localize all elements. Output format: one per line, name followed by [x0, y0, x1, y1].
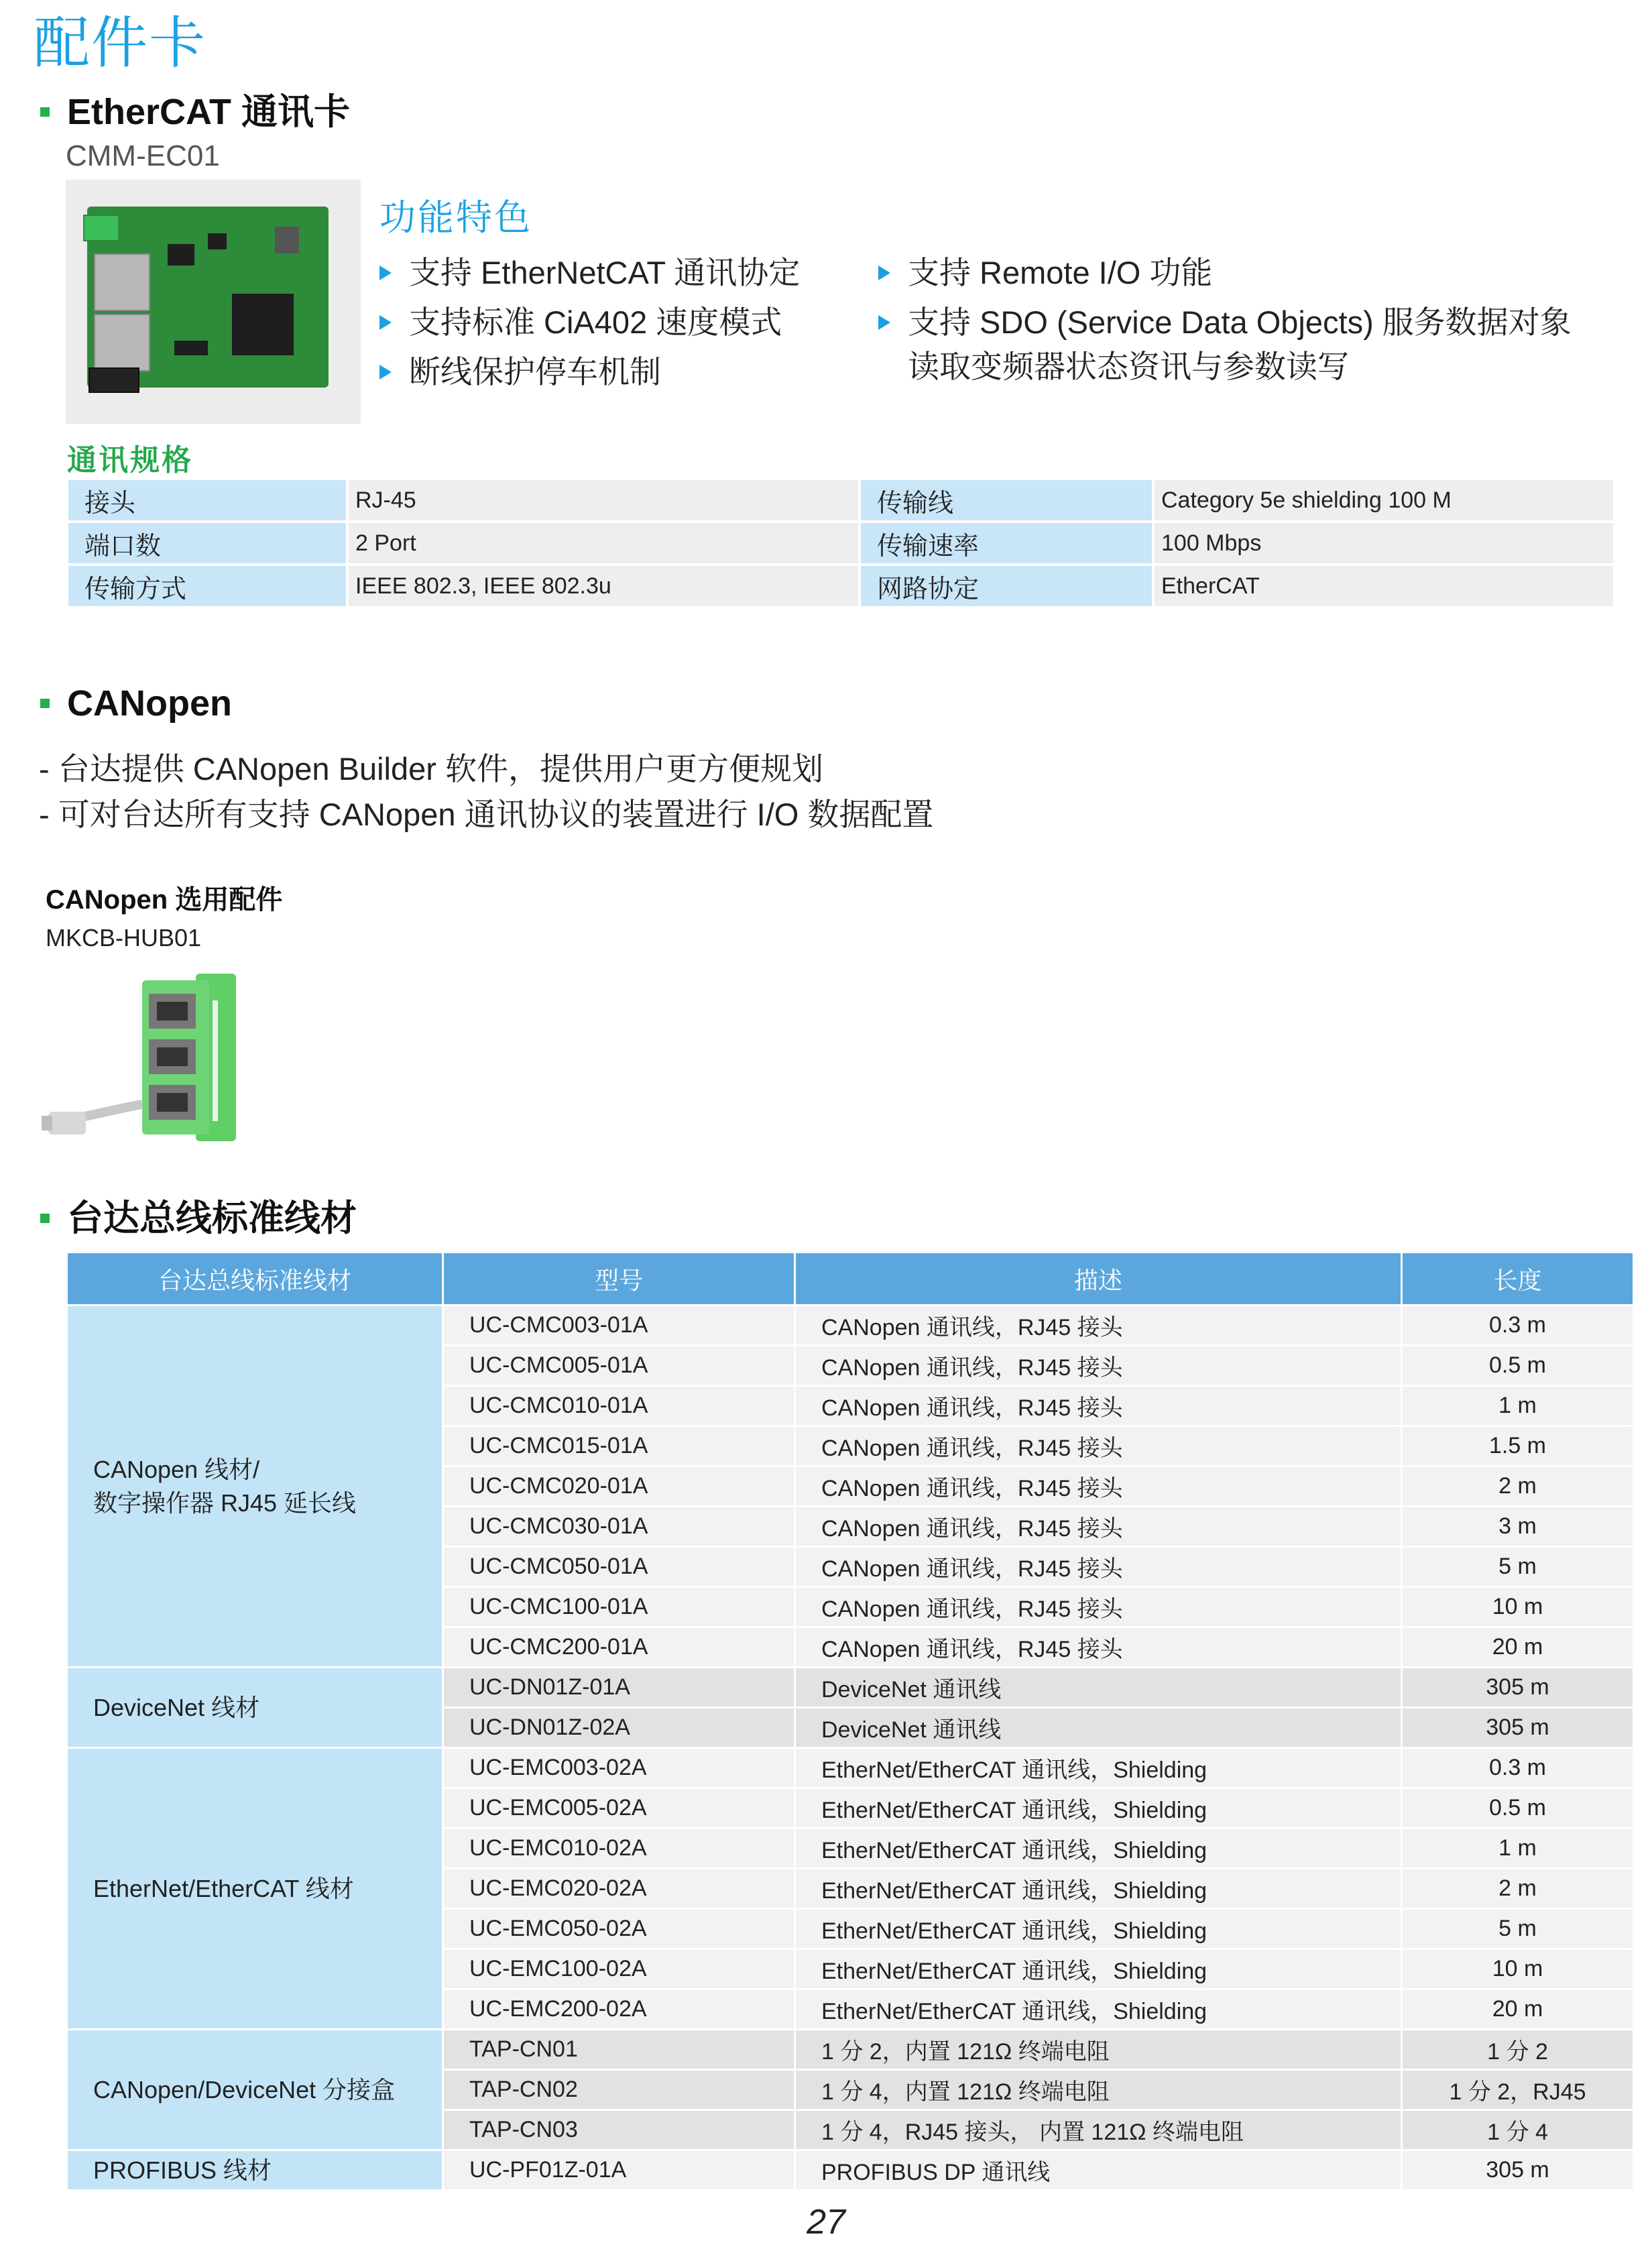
model-cell: UC-EMC050-02A: [443, 1909, 795, 1949]
description-cell: CANopen 通讯线，RJ45 接头: [795, 1386, 1402, 1426]
model-cell: UC-DN01Z-02A: [443, 1708, 795, 1748]
canopen-desc-line: - 台达提供 CANopen Builder 软件，提供用户更方便规划: [39, 751, 823, 787]
model-cell: UC-EMC003-02A: [443, 1748, 795, 1788]
length-cell: 5 m: [1402, 1547, 1634, 1587]
length-cell: 20 m: [1402, 1989, 1634, 2030]
length-cell: 20 m: [1402, 1627, 1634, 1668]
description-cell: EtherNet/EtherCAT 通讯线，Shielding: [795, 1989, 1402, 2030]
model-cell: UC-CMC005-01A: [443, 1346, 795, 1386]
length-cell: 1 分 4: [1402, 2110, 1634, 2150]
hub-photo: [42, 960, 270, 1155]
description-cell: 1 分 4，内置 121Ω 终端电阻: [795, 2070, 1402, 2110]
ethercat-heading: [40, 94, 350, 130]
cables-heading: [40, 1200, 357, 1236]
table-row: [67, 1748, 1634, 1788]
description-cell: 1 分 4，RJ45 接头， 内置 121Ω 终端电阻: [795, 2110, 1402, 2150]
cable-group-cell: CANopen 线材/ 数字操作器 RJ45 延长线: [67, 1306, 443, 1668]
description-cell: CANopen 通讯线，RJ45 接头: [795, 1466, 1402, 1507]
model-cell: UC-CMC050-01A: [443, 1547, 795, 1587]
model-cell: UC-EMC200-02A: [443, 1989, 795, 2030]
bullet-square-icon: [40, 107, 50, 117]
model-cell: UC-CMC010-01A: [443, 1386, 795, 1426]
bullet-square-icon: [40, 699, 50, 708]
spec-label: 传输速率: [860, 522, 1153, 565]
description-cell: CANopen 通讯线，RJ45 接头: [795, 1547, 1402, 1587]
description-cell: PROFIBUS DP 通讯线: [795, 2150, 1402, 2191]
length-cell: 1 分 2: [1402, 2030, 1634, 2070]
length-cell: 2 m: [1402, 1466, 1634, 1507]
ethercat-card-photo: [66, 180, 361, 424]
description-cell: CANopen 通讯线，RJ45 接头: [795, 1587, 1402, 1627]
spec-value: IEEE 802.3, IEEE 802.3u: [347, 565, 860, 607]
model-cell: UC-CMC030-01A: [443, 1507, 795, 1547]
feature-item: 支持 EtherNetCAT 通讯协定: [379, 248, 800, 298]
column-header: 长度: [1402, 1253, 1634, 1306]
table-row: [67, 2030, 1634, 2070]
description-cell: DeviceNet 通讯线: [795, 1668, 1402, 1708]
spec-label: 接头: [67, 479, 347, 522]
length-cell: 3 m: [1402, 1507, 1634, 1547]
table-header-row: [67, 1253, 1634, 1306]
model-cell: UC-EMC005-02A: [443, 1788, 795, 1829]
description-cell: CANopen 通讯线，RJ45 接头: [795, 1627, 1402, 1668]
model-cell: UC-CMC015-01A: [443, 1426, 795, 1466]
column-header: 描述: [795, 1253, 1402, 1306]
description-cell: EtherNet/EtherCAT 通讯线，Shielding: [795, 1949, 1402, 1989]
model-cell: UC-DN01Z-01A: [443, 1668, 795, 1708]
length-cell: 1.5 m: [1402, 1426, 1634, 1466]
model-cell: UC-PF01Z-01A: [443, 2150, 795, 2191]
length-cell: 2 m: [1402, 1869, 1634, 1909]
accessory-title: CANopen 选用配件: [46, 885, 283, 915]
spec-row: [67, 565, 1614, 607]
pcb-image: [87, 207, 329, 388]
spec-title: 通讯规格: [67, 444, 193, 477]
description-cell: 1 分 2，内置 121Ω 终端电阻: [795, 2030, 1402, 2070]
triangle-bullet-icon: [379, 266, 392, 280]
spec-label: 传输方式: [67, 565, 347, 607]
column-header: 台达总线标准线材: [67, 1253, 443, 1306]
features-right-list: [878, 248, 1572, 389]
spec-value: 100 Mbps: [1153, 522, 1614, 565]
length-cell: 1 m: [1402, 1829, 1634, 1869]
feature-item: 支持标准 CiA402 速度模式: [379, 298, 800, 347]
ethercat-model: CMM-EC01: [66, 139, 220, 172]
model-cell: UC-EMC010-02A: [443, 1829, 795, 1869]
model-cell: UC-CMC020-01A: [443, 1466, 795, 1507]
length-cell: 1 m: [1402, 1386, 1634, 1426]
feature-item-continued: 读取变频器状态资讯与参数读写: [908, 349, 1349, 384]
feature-item: 断线保护停车机制: [379, 347, 800, 397]
length-cell: 0.5 m: [1402, 1346, 1634, 1386]
model-cell: UC-CMC200-01A: [443, 1627, 795, 1668]
triangle-bullet-icon: [379, 315, 392, 330]
table-row: [67, 2150, 1634, 2191]
canopen-heading-text: CANopen: [67, 683, 232, 724]
model-cell: UC-CMC003-01A: [443, 1306, 795, 1346]
spec-value: Category 5e shielding 100 M: [1153, 479, 1614, 522]
cable-group-cell: CANopen/DeviceNet 分接盒: [67, 2030, 443, 2150]
features-title: 功能特色: [379, 198, 532, 238]
table-row: [67, 1306, 1634, 1346]
feature-item: 支持 SDO (Service Data Objects) 服务数据对象: [878, 300, 1572, 345]
length-cell: 10 m: [1402, 1949, 1634, 1989]
cable-table: [66, 1251, 1635, 2191]
features-left-list: [379, 248, 800, 397]
page-title: 配件卡: [34, 11, 207, 74]
model-cell: TAP-CN02: [443, 2070, 795, 2110]
description-cell: EtherNet/EtherCAT 通讯线，Shielding: [795, 1829, 1402, 1869]
cable-group-cell: DeviceNet 线材: [67, 1668, 443, 1748]
model-cell: TAP-CN01: [443, 2030, 795, 2070]
model-cell: UC-EMC020-02A: [443, 1869, 795, 1909]
length-cell: 1 分 2，RJ45: [1402, 2070, 1634, 2110]
length-cell: 0.5 m: [1402, 1788, 1634, 1829]
spec-label: 传输线: [860, 479, 1153, 522]
spec-table: [66, 477, 1616, 609]
spec-value: 2 Port: [347, 522, 860, 565]
spec-value: EtherCAT: [1153, 565, 1614, 607]
length-cell: 5 m: [1402, 1909, 1634, 1949]
triangle-bullet-icon: [878, 315, 890, 330]
model-cell: UC-EMC100-02A: [443, 1949, 795, 1989]
cable-group-cell: PROFIBUS 线材: [67, 2150, 443, 2191]
description-cell: CANopen 通讯线，RJ45 接头: [795, 1507, 1402, 1547]
description-cell: CANopen 通讯线，RJ45 接头: [795, 1346, 1402, 1386]
length-cell: 305 m: [1402, 1708, 1634, 1748]
description-cell: CANopen 通讯线，RJ45 接头: [795, 1306, 1402, 1346]
ethercat-heading-text: EtherCAT 通讯卡: [67, 92, 351, 132]
length-cell: 305 m: [1402, 2150, 1634, 2191]
canopen-desc-line: - 可对台达所有支持 CANopen 通讯协议的装置进行 I/O 数据配置: [39, 797, 934, 832]
length-cell: 305 m: [1402, 1668, 1634, 1708]
cables-heading-text: 台达总线标准线材: [67, 1198, 357, 1238]
canopen-heading: [40, 683, 232, 724]
description-cell: EtherNet/EtherCAT 通讯线，Shielding: [795, 1748, 1402, 1788]
description-cell: CANopen 通讯线，RJ45 接头: [795, 1426, 1402, 1466]
column-header: 型号: [443, 1253, 795, 1306]
model-cell: UC-CMC100-01A: [443, 1587, 795, 1627]
spec-value: RJ-45: [347, 479, 860, 522]
cable-group-cell: EtherNet/EtherCAT 线材: [67, 1748, 443, 2030]
description-cell: EtherNet/EtherCAT 通讯线，Shielding: [795, 1788, 1402, 1829]
description-cell: EtherNet/EtherCAT 通讯线，Shielding: [795, 1909, 1402, 1949]
spec-row: [67, 522, 1614, 565]
table-row: [67, 1668, 1634, 1708]
spec-label: 端口数: [67, 522, 347, 565]
description-cell: DeviceNet 通讯线: [795, 1708, 1402, 1748]
page-number: 27: [807, 2203, 845, 2242]
length-cell: 0.3 m: [1402, 1748, 1634, 1788]
length-cell: 10 m: [1402, 1587, 1634, 1627]
spec-label: 网路协定: [860, 565, 1153, 607]
model-cell: TAP-CN03: [443, 2110, 795, 2150]
triangle-bullet-icon: [379, 365, 392, 380]
length-cell: 0.3 m: [1402, 1306, 1634, 1346]
description-cell: EtherNet/EtherCAT 通讯线，Shielding: [795, 1869, 1402, 1909]
spec-row: [67, 479, 1614, 522]
bullet-square-icon: [40, 1214, 50, 1223]
triangle-bullet-icon: [878, 266, 890, 280]
accessory-model: MKCB-HUB01: [46, 924, 202, 951]
feature-item: 支持 Remote I/O 功能: [878, 248, 1572, 298]
